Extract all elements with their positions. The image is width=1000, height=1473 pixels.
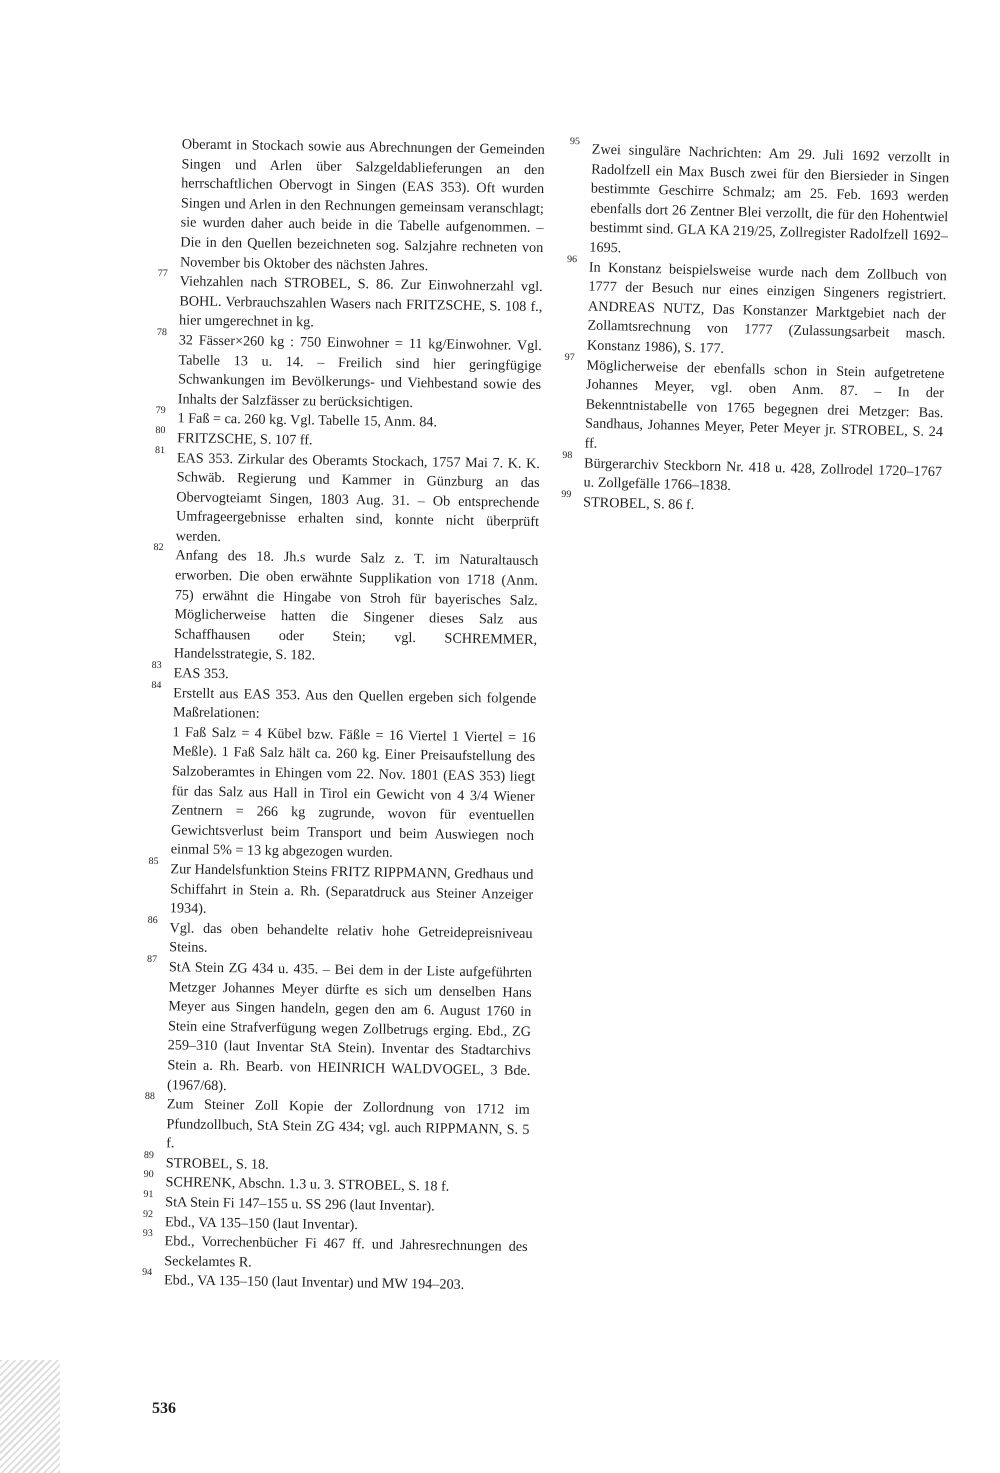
footnote-text: FRITZSCHE, S. 107 ff.: [177, 430, 313, 449]
footnote-97: [562, 351, 945, 462]
footnote-text: Zur Handelsfunktion Steins FRITZ RIPPMANN, Gredhaus und Schiffahrt in Stein a. Rh. (Separatdruck aus Steiner Anzeiger 1934).: [169, 861, 534, 917]
footnote-number: 97: [564, 351, 575, 363]
footnote-85: [148, 855, 534, 925]
footnote-88: [144, 1090, 530, 1160]
footnote-text: Zwei singuläre Nachrichten: Am 29. Juli 1692 verzollt in Radolfzell ein Max Busch zwei für den Biersieder in Singen bestimmte Geschirre Schmalz; am 25. Feb. 1693 werden ebenfalls dort 26 Zentner Blei verzollt, die für den Hohentwiel bestimmt sind. GLA KA 219/25, Zollregister Radolfzell 1692–1695.: [589, 141, 950, 257]
footnote-text: 1 Faß = ca. 260 kg. Vgl. Tabelle 15, Anm. 84.: [177, 410, 438, 431]
footnote-78: [156, 326, 542, 415]
footnote-text: 32 Fässer×260 kg : 750 Einwohner = 11 kg/Einwohner. Vgl. Tabelle 13 u. 14. – Freilich sind hier geringfügige Schwankungen im Bevölkerungs- und Viehbestand sowie des Inhalts der Salzfässer zu berücksichtigen.: [177, 332, 542, 411]
footnote-96: [565, 253, 947, 365]
footnote-text: Viehzahlen nach STROBEL, S. 86. Zur Einwohnerzahl vgl. BOHL. Verbrauchszahlen Wasers nach FRITZSCHE, S. 108 f., hier umgerechnet in kg.: [178, 273, 543, 331]
page-number: 536: [152, 1400, 176, 1417]
footnote-number: 78: [156, 326, 167, 339]
footnote-text: StA Stein Fi 147–155 u. SS 296 (laut Inventar).: [165, 1194, 435, 1215]
footnote-86: [147, 914, 533, 964]
footnote-text: Ebd., VA 135–150 (laut Inventar) und MW 194–203.: [163, 1272, 465, 1294]
footnote-text: SCHRENK, Abschn. 1.3 u. 3. STROBEL, S. 18 f.: [165, 1174, 450, 1196]
footnote-text: STROBEL, S. 18.: [165, 1155, 269, 1173]
footnote-text: StA Stein ZG 434 u. 435. – Bei dem in der Liste aufgeführten Metzger Johannes Meyer dürfte es sich um denselben Hans Meyer aus Singen handeln, gegen den am 6. August 1760 in Stein eine Strafverfügung wegen Zollbetrugs erging. Ebd., ZG 259–310 (laut Inventar StA Stein). Inventar des Stadtarchivs Stein a. Rh. Bearb. von HEINRICH WALDVOGEL, 3 Bde. (1967/68).: [166, 959, 533, 1094]
footnote-number: 77: [157, 268, 168, 280]
footnote-text: Zum Steiner Zoll Kopie der Zollordnung von 1712 im Pfundzollbuch, StA Stein ZG 434; vgl. auch RIPPMANN, S. 5 f.: [166, 1096, 530, 1152]
footnote-84: [149, 679, 537, 866]
footnote-number: 86: [147, 914, 158, 926]
footnote-number: 91: [143, 1188, 154, 1201]
footnote-number: 89: [143, 1149, 155, 1161]
footnote-number: 93: [142, 1228, 153, 1240]
footnote-text: Anfang des 18. Jh.s wurde Salz z. T. im Naturaltausch erworben. Die oben erwähnte Supplikation von 1718 (Anm. 75) erwähnt die Hingabe von Stroh für bayerisches Salz. Möglicherweise hatten die Singener dieses Salz aus Schaffhausen oder Stein; vgl. SCHREMMER, Handelsstrategie, S. 182.: [173, 547, 539, 664]
footnote-text: In Konstanz beispielsweise wurde nach dem Zollbuch von 1777 der Besuch nur eines einzigen Singeners registriert. ANDREAS NUTZ, Das Konstanzer Marktgebiet nach der Zollamtsrechnung von 1777 (Zulassungsarbeit masch. Konstanz 1986), S. 177.: [586, 259, 947, 357]
footnote-number: 88: [144, 1090, 155, 1103]
footnote-number: 84: [151, 679, 162, 691]
footnote-text: EAS 353. Zirkular des Oberamts Stockach, 1757 Mai 7. K. K. Schwäb. Regierung und Kammer in Günzburg an das Obervogteiamt Singen, 1803 Aug. 31. – Ob entsprechende Umfrageergebnisse erhalten sind, konnte nicht überprüft werden.: [175, 449, 541, 545]
footnote-number: 90: [143, 1169, 154, 1181]
footnote-82: [152, 542, 539, 670]
footnote-text: Ebd., VA 135–150 (laut Inventar).: [164, 1213, 358, 1233]
footnote-text: STROBEL, S. 86 f.: [582, 494, 695, 513]
footnote-77: [157, 268, 543, 337]
footnote-number: 85: [148, 855, 159, 868]
footnote-number: 80: [155, 424, 166, 437]
footnote-text-continued: 1 Faß Salz = 4 Kübel bzw. Fäßle = 16 Viertel 1 Viertel = 16 Meßle). 1 Faß Salz hält ca. 260 kg. Einer Preisaufstellung des Salzoberamtes in Ehingen vom 22. Nov. 1801 (EAS 353) liegt für das Salz aus Hall in Tirol ein Gewicht von 4 3/4 Wiener Zentnern = 266 kg zugrunde, wovon für eventuellen Gewichtsverlust beim Transport und beim Auswiegen noch einmal 5% = 13 kg abgezogen wurden.: [170, 724, 536, 862]
footnote-number: 83: [151, 659, 162, 672]
footnote-text: Erstellt aus EAS 353. Aus den Quellen ergeben sich folgende Maßrelationen:: [172, 684, 537, 722]
footnote-number: 81: [154, 444, 166, 456]
footnote-text: Ebd., Vorrechenbücher Fi 467 ff. und Jahresrechnungen des Seckelamtes R.: [164, 1233, 528, 1271]
footnote-number: 82: [153, 542, 164, 554]
footnote-continuation: Oberamt in Stockach sowie aus Abrechnungen der Gemeinden Singen und Arlen über Salzgeldablieferungen an den herrschaftlichen Obervogt in Singen (EAS 353). Oft wurden Singen und Arlen in den Rechnungen gemeinsam veranschlagt; sie wurden daher auch beide in die Tabelle aufgenommen. – Die in den Quellen bezeichneten sog. Salzjahre rechneten von November bis Oktober des nächsten Jahres.: [179, 136, 545, 274]
footnote-95: [567, 136, 950, 267]
footnote-number: 96: [566, 253, 578, 265]
right-column: [561, 136, 950, 521]
footnote-number: 99: [561, 488, 572, 500]
footnote-text: Vgl. das oben behandelte relativ hohe Getreidepreisniveau Steins.: [169, 919, 533, 957]
footnote-87: [145, 953, 533, 1101]
footnote-text: Bürgerarchiv Steckborn Nr. 418 u. 428, Zollrodel 1720–1767 u. Zollgefälle 1766–1838.: [583, 454, 943, 495]
left-column: [142, 135, 545, 1297]
footnote-number: 87: [146, 953, 158, 965]
footnote-number: 95: [569, 136, 581, 148]
footnote-number: 98: [562, 449, 573, 461]
footnote-81: [154, 444, 541, 552]
left-footnote-list: [142, 268, 543, 1297]
footnote-number: 94: [142, 1267, 153, 1279]
footnote-93: [142, 1228, 528, 1277]
footnote-number: 79: [155, 405, 166, 417]
scan-artifact: [0, 1360, 60, 1473]
right-footnote-list: [561, 136, 950, 521]
footnote-number: 92: [142, 1208, 154, 1220]
footnote-text: EAS 353.: [173, 665, 229, 683]
footnote-text: Möglicherweise der ebenfalls schon in Stein aufgetretene Johannes Meyer, vgl. oben Anm. 87. – In der Bekenntnistabelle von 1765 begegnen drei Metzger: Bas. Sandhaus, Johannes Meyer, Peter Meyer jr. STROBEL, S. 24 ff.: [584, 357, 945, 452]
